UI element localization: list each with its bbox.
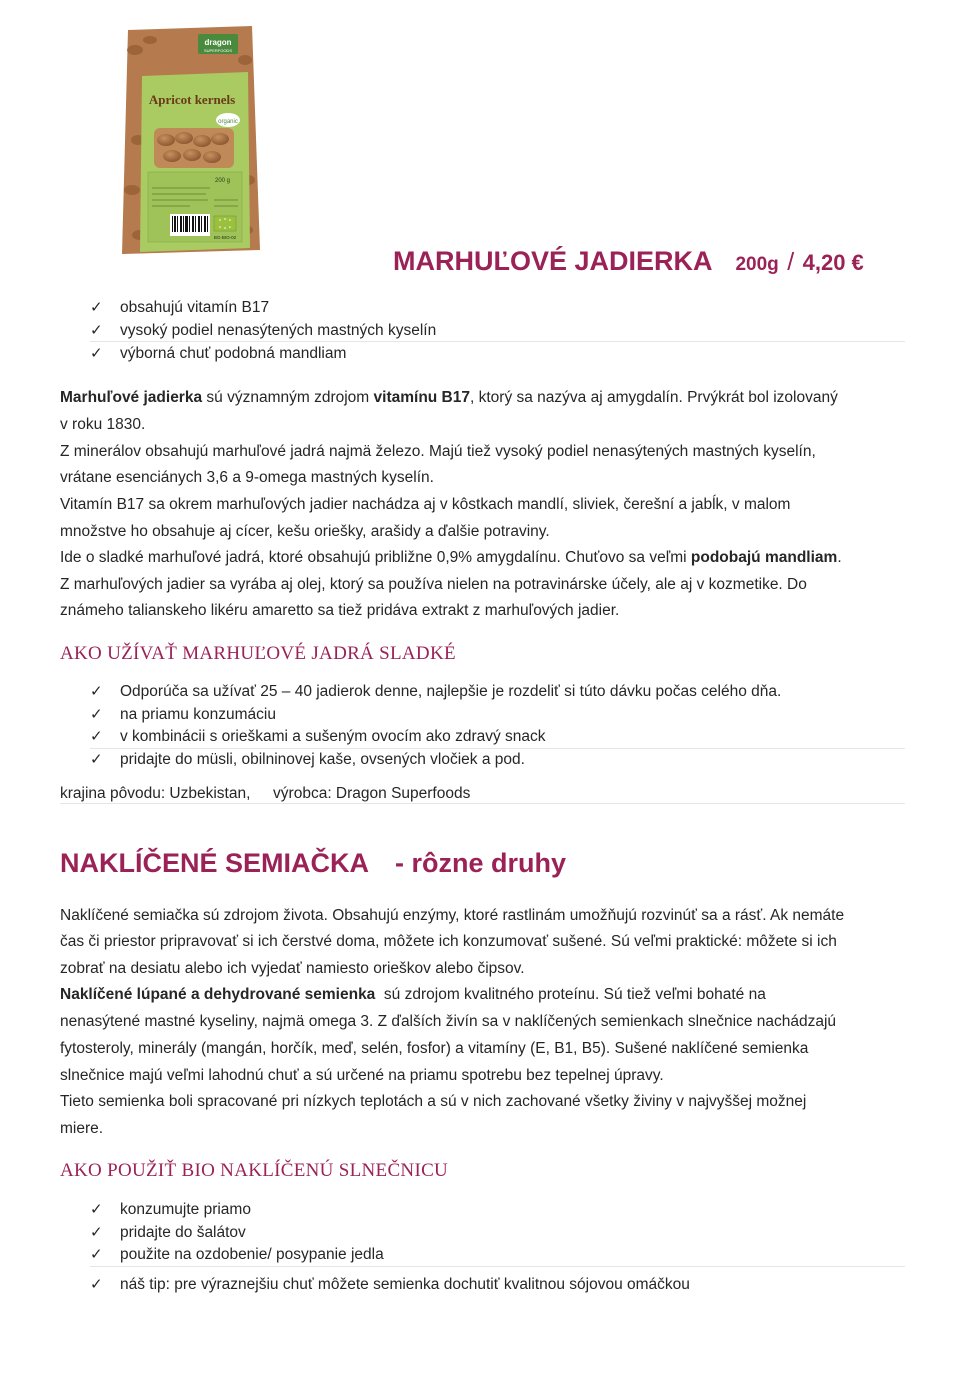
paragraph-line: zobrať na desiatu alebo ich vyjedať namiesto orieškov alebo čipsov.	[60, 960, 525, 977]
paragraph-line: Naklíčené lúpané a dehydrované semienka sú zdrojom kvalitného proteínu. Sú tiež veľmi bohaté na	[60, 986, 766, 1003]
paragraph-line: známeho talianskeho likéru amaretto sa tiež pridáva extrakt z marhuľových jadier.	[60, 602, 620, 619]
list-item: ✓ Odporúča sa užívať 25 – 40 jadierok denne, najlepšie je rozdeliť si túto dávku počas celého dňa.	[90, 681, 781, 704]
producer: výrobca: Dragon Superfoods	[273, 785, 471, 802]
checkmark-icon: ✓	[90, 683, 103, 700]
eu-code: BG-BIO-02	[213, 235, 237, 240]
checkmark-icon: ✓	[90, 299, 103, 316]
section2-name: NAKLÍČENÉ SEMIAČKA	[60, 848, 370, 878]
product-name: MARHUĽOVÉ JADIERKA	[393, 246, 713, 276]
section2-subtitle: - rôzne druhy	[395, 848, 567, 878]
paragraph-line: Z marhuľových jadier sa vyrába aj olej, ktorý sa používa nielen na potravinárske účely, ale aj v kozmetike. Do	[60, 576, 807, 593]
paragraph-line: v roku 1830.	[60, 416, 146, 433]
product-weight: 200g	[735, 254, 779, 275]
divider	[90, 748, 905, 749]
list-item: ✓ pridajte do šalátov	[90, 1222, 384, 1245]
paragraph-line: fytosteroly, minerály (mangán, horčík, meď, selén, fosfor) a vitamíny (E, B1, B5). Sušené naklíčené semienka	[60, 1040, 809, 1057]
list-item: ✓ použite na ozdobenie/ posypanie jedla	[90, 1244, 384, 1267]
paragraph-line: Ide o sladké marhuľové jadrá, ktoré obsahujú približne 0,9% amygdalínu. Chuťovo sa veľmi podobajú mandliam.	[60, 549, 842, 566]
brand-line1: dragon	[204, 38, 232, 47]
checkmark-icon: ✓	[90, 322, 103, 339]
usage-list	[90, 681, 781, 771]
divider	[90, 1266, 905, 1267]
checkmark-icon: ✓	[90, 1223, 103, 1241]
product-label: Apricot kernels	[148, 92, 236, 107]
paragraph-line: Tieto semienka boli spracované pri nízkych teplotách a sú v nich zachované všetky živiny v najvyššej možnej	[60, 1093, 807, 1110]
checkmark-icon: ✓	[90, 728, 103, 745]
list-item: ✓ vysoký podiel nenasýtených mastných kyselín	[90, 319, 436, 342]
checkmark-icon: ✓	[90, 1201, 103, 1218]
origin: krajina pôvodu: Uzbekistan,	[60, 785, 251, 802]
divider	[60, 803, 905, 804]
paragraph-line: Naklíčené semiačka sú zdrojom života. Obsahujú enzýmy, ktoré rastlinám umožňujú rozvinúť sa a rásť. Ak nemáte	[60, 907, 845, 924]
brand-line2: SUPERFOODS	[203, 48, 233, 53]
sprout-usage-heading: AKO POUŽIŤ BIO NAKLÍČENÚ SLNEČNICU	[60, 1160, 449, 1181]
checkmark-icon: ✓	[90, 1276, 103, 1293]
checkmark-icon: ✓	[90, 1246, 103, 1263]
checkmark-icon: ✓	[90, 750, 103, 768]
origin-line	[60, 784, 470, 804]
paragraph-line: miere.	[60, 1120, 104, 1137]
checkmark-icon: ✓	[90, 345, 103, 362]
paragraph-line: Marhuľové jadierka sú významným zdrojom vitamínu B17, ktorý sa nazýva aj amygdalín. Prvýkrát bol izolovaný	[60, 389, 838, 406]
tip-list	[90, 1274, 690, 1296]
usage-heading: AKO UŽÍVAŤ MARHUĽOVÉ JADRÁ SLADKÉ	[60, 643, 456, 664]
list-item: ✓ konzumujte priamo	[90, 1199, 384, 1222]
paragraph-line: množstve ho obsahuje aj cícer, kešu oriešky, arašidy a ďalšie potraviny.	[60, 523, 550, 540]
tip-item: ✓ náš tip: pre výraznejšiu chuť môžete semienka dochutiť kvalitnou sójovou omáčkou	[90, 1274, 690, 1296]
product-title	[393, 246, 864, 277]
paragraph-line: nenasýtené mastné kyseliny, najmä omega 3. Z ďalších živín sa v naklíčených semienkach slnečnice nachádzajú	[60, 1013, 837, 1030]
list-item: ✓ na priamu konzumáciu	[90, 704, 781, 727]
list-item: ✓ výborná chuť podobná mandliam	[90, 342, 436, 365]
sprout-usage-list	[90, 1199, 384, 1267]
product-image	[110, 20, 270, 258]
price-separator: /	[787, 248, 795, 276]
product-price: 4,20 €	[802, 250, 864, 275]
paragraph-line: Vitamín B17 sa okrem marhuľových jadier nachádza aj v kôstkach mandlí, sliviek, čerešní a jabĺk, v malom	[60, 496, 791, 513]
section2-title	[60, 848, 566, 879]
divider	[90, 341, 905, 342]
list-item: ✓ pridajte do müsli, obilninovej kaše, ovsených vločiek a pod.	[90, 749, 781, 772]
paragraph-line: slnečnice majú veľmi lahodnú chuť a sú určené na priamu spotrebu bez tepelnej úpravy.	[60, 1067, 664, 1084]
net-weight: 200 g	[214, 178, 230, 184]
list-item: ✓ v kombinácii s orieškami a sušeným ovocím ako zdravý snack	[90, 726, 781, 749]
checkmark-icon: ✓	[90, 705, 103, 723]
benefits-list	[90, 296, 436, 365]
organic-badge: organic	[218, 119, 238, 125]
list-item: ✓ obsahujú vitamín B17	[90, 296, 436, 319]
paragraph-line: vrátane esenciánych 3,6 a 9-omega mastných kyselín.	[60, 469, 434, 486]
paragraph-line: čas či priestor pripravovať si ich čerstvé doma, môžete ich konzumovať sušené. Sú veľmi praktické: môžete si ich	[60, 933, 837, 950]
paragraph-line: Z minerálov obsahujú marhuľové jadrá najmä železo. Majú tiež vysoký podiel nenasýtených mastných kyselín,	[60, 443, 816, 460]
